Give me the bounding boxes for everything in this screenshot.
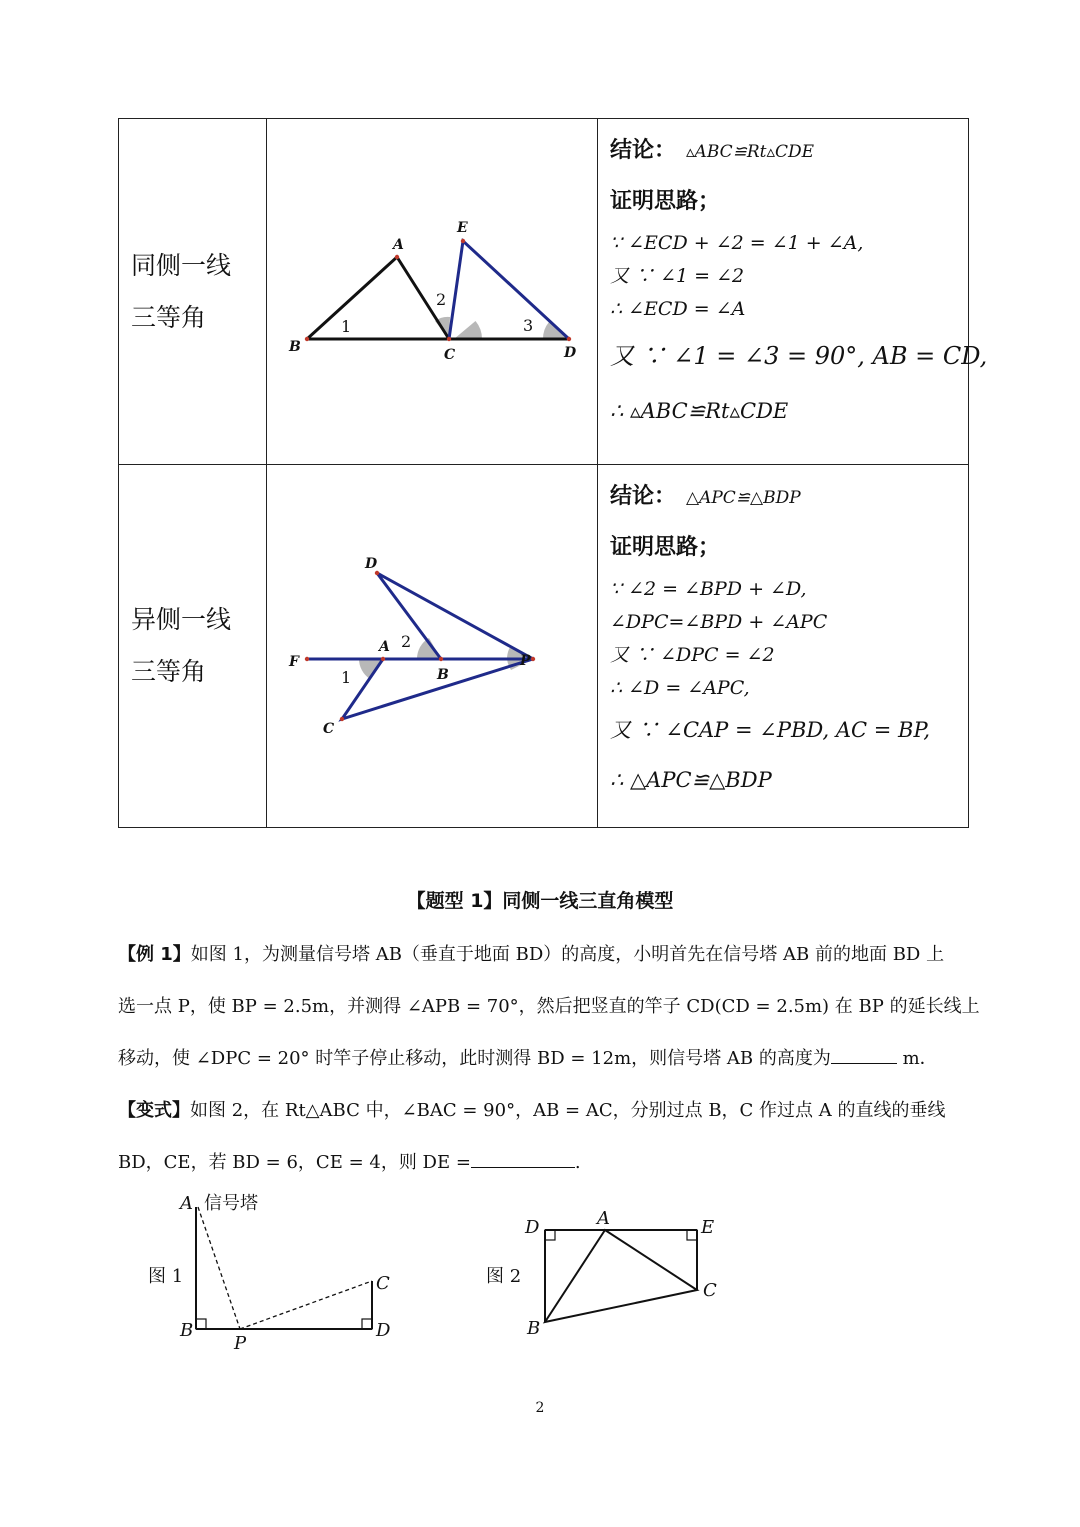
angle-1-fill — [454, 321, 482, 339]
fig1-label-p: P — [234, 1333, 247, 1354]
table-row — [119, 465, 969, 828]
fig1-label-d: D — [376, 1320, 391, 1341]
tower-label: 信号塔 — [204, 1193, 258, 1214]
label-c: C — [323, 721, 335, 737]
figure-2 — [515, 1200, 735, 1350]
example-line3 — [118, 1044, 968, 1070]
label-b: B — [437, 667, 449, 683]
conclusion-value: ▵ABC≌Rt▵CDE — [686, 142, 815, 162]
angle-1-label: 1 — [341, 668, 352, 687]
model-name-line2: 三等角 — [131, 657, 207, 686]
fig2-label-c: C — [703, 1280, 717, 1301]
proof-line: 又 ∵ ∠DPC = ∠2 — [610, 644, 775, 666]
proof-label: 证明思路； — [610, 189, 721, 214]
variant-label: 【变式】 — [118, 1100, 190, 1121]
fig2-label-a: A — [597, 1208, 610, 1229]
proof-cell — [598, 465, 969, 828]
label-e: E — [457, 220, 468, 236]
proof-block — [598, 119, 988, 436]
example-label: 【例 1】 — [118, 944, 191, 965]
example-text: 如图 1，为测量信号塔 AB（垂直于地面 BD）的高度，小明首先在信号塔 AB 前的地面 BD 上 — [190, 944, 945, 965]
model-name-line2: 三等角 — [131, 302, 207, 332]
table-row — [119, 119, 969, 465]
model-name-cell — [119, 119, 267, 465]
figure-2-caption: 图 2 — [486, 1266, 522, 1287]
proof-line: 又 ∵ ∠1 = ∠3 = 90°, AB = CD, — [610, 342, 988, 370]
triangle-cde — [449, 241, 569, 339]
label-b: B — [289, 339, 301, 355]
proof-line: ∵ ∠ECD + ∠2 = ∠1 + ∠A, — [610, 232, 864, 254]
proof-line: 又 ∵ ∠CAP = ∠PBD, AC = BP, — [610, 718, 931, 742]
triangle-abc — [545, 1230, 697, 1322]
same-side-figure — [267, 119, 595, 460]
proof-line: ∠DPC=∠BPD + ∠APC — [610, 611, 828, 633]
variant-line1 — [118, 1096, 968, 1122]
triangle-abc — [307, 257, 449, 339]
label-f: F — [289, 654, 299, 670]
section-title: 【题型 1】同侧一线三直角模型 — [406, 890, 674, 912]
proof-block — [598, 465, 968, 805]
proof-line: ∴ △APC≌△BDP — [610, 768, 772, 792]
points — [305, 571, 535, 721]
variant-text: BD，CE，若 BD = 6，CE = 4，则 DE = — [118, 1152, 471, 1173]
proof-line: ∴ ∠D = ∠APC, — [610, 677, 750, 699]
label-a: A — [393, 237, 404, 253]
angle-3-label: 3 — [523, 316, 534, 335]
angle-2-label: 2 — [436, 290, 447, 309]
page-number: 2 — [535, 1400, 545, 1416]
model-name-line1: 同侧一线 — [131, 250, 232, 280]
fig2-label-d: D — [525, 1217, 540, 1238]
conclusion — [610, 133, 968, 177]
figure-1-caption: 图 1 — [148, 1266, 184, 1287]
example-line2: 选一点 P，使 BP = 2.5m，并测得 ∠APB = 70°，然后把竖直的竿子 CD(CD = 2.5m) 在 BP 的延长线上 — [118, 996, 980, 1017]
right-angle-d — [362, 1319, 372, 1329]
answer-blank[interactable] — [471, 1166, 575, 1168]
answer-blank[interactable] — [831, 1062, 897, 1064]
fig2-label-e: E — [701, 1217, 715, 1238]
fig2-label-b: B — [527, 1318, 541, 1339]
conclusion-label: 结论： — [610, 138, 677, 163]
conclusion-value: △APC≌△BDP — [686, 488, 801, 508]
angle-1-label: 1 — [341, 317, 352, 336]
proof-label: 证明思路； — [610, 535, 721, 560]
opposite-side-figure — [267, 465, 595, 823]
model-name-line1: 异侧一线 — [131, 605, 232, 634]
variant-end: . — [574, 1152, 581, 1173]
figure-cell — [267, 465, 598, 828]
right-angle-b — [196, 1319, 206, 1329]
variant-text: 如图 2，在 Rt△ABC 中，∠BAC = 90°，AB = AC，分别过点 B，C 作过点 A 的直线的垂线 — [190, 1100, 946, 1121]
proof-line: ∴ ∠ECD = ∠A — [610, 298, 746, 320]
variant-line2 — [118, 1148, 968, 1174]
label-d: D — [365, 556, 378, 572]
proof-line: ∴ ▵ABC≌Rt▵CDE — [610, 399, 789, 423]
example-unit: m． — [902, 1048, 938, 1069]
fig1-label-c: C — [376, 1273, 390, 1294]
right-angle-d — [545, 1230, 555, 1240]
label-p: P — [520, 653, 531, 669]
fig1-label-b: B — [180, 1320, 194, 1341]
label-c: C — [444, 347, 456, 363]
example-text: 移动，使 ∠DPC = 20° 时竿子停止移动，此时测得 BD = 12m，则信号塔 AB 的高度为 — [118, 1048, 831, 1069]
fig1-label-a: A — [180, 1193, 193, 1214]
proof-line: ∵ ∠2 = ∠BPD + ∠D, — [610, 578, 807, 600]
dashed-ap — [198, 1207, 240, 1329]
angle-2-label: 2 — [401, 632, 412, 651]
proof-line: 又 ∵ ∠1 = ∠2 — [610, 265, 745, 287]
right-angle-e — [687, 1230, 697, 1240]
conclusion-label: 结论： — [610, 484, 677, 509]
example-line1 — [118, 940, 968, 966]
figure-cell — [267, 119, 598, 465]
conclusion — [610, 479, 968, 523]
models-table — [118, 118, 988, 828]
label-d: D — [564, 345, 577, 361]
label-a: A — [379, 639, 390, 655]
dashed-pc — [240, 1281, 372, 1329]
model-name-cell — [119, 465, 267, 828]
proof-cell — [598, 119, 988, 465]
